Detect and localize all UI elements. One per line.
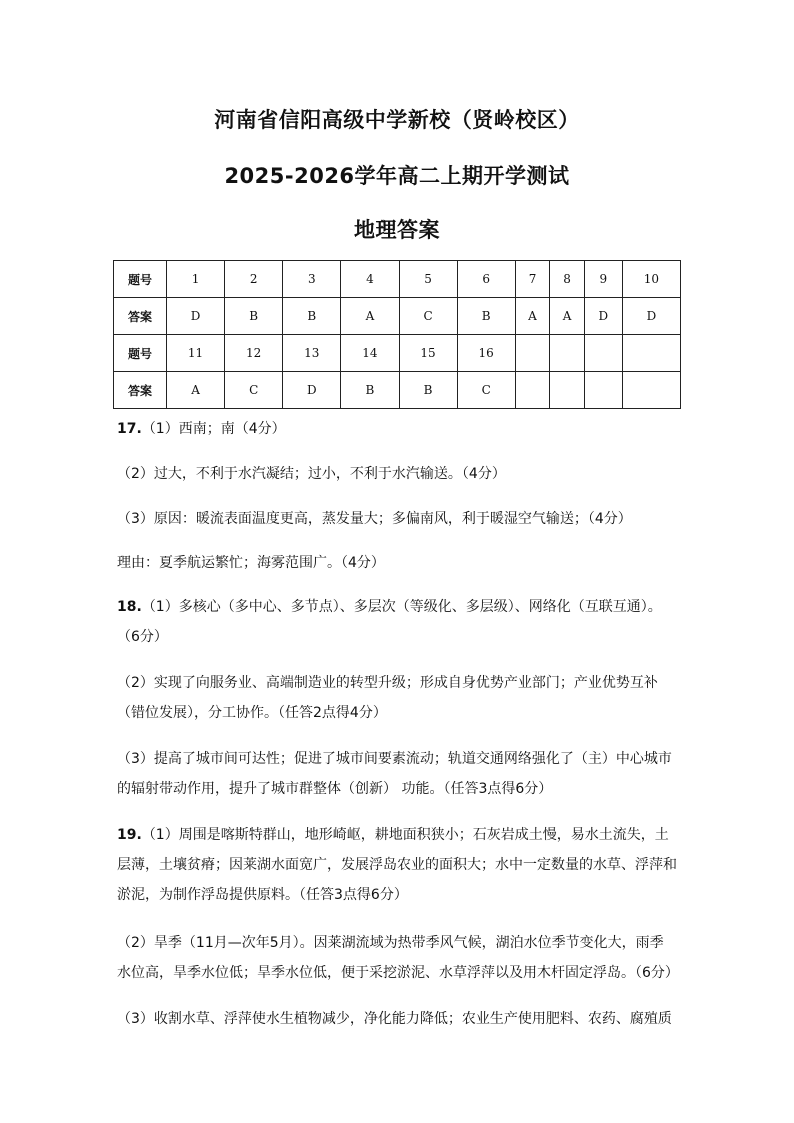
table-cell: D — [584, 298, 622, 335]
table-cell: C — [457, 372, 515, 409]
table-cell: C — [399, 298, 457, 335]
paragraph-text: （1）周围是喀斯特群山，地形崎岖，耕地面积狭小；石灰岩成土慢，易水土流失，土层薄，土壤贫瘠；因莱湖水面宽广，发展浮岛农业的面积大；水中一定数量的水草、浮萍和淤泥，为制作浮岛提供原料。（任答3点得6分） — [117, 827, 677, 903]
paragraph-text: （3）收割水草、浮萍使水生植物减少，净化能力降低；农业生产使用肥料、农药、腐殖质 — [117, 1011, 672, 1027]
table-cell: 8 — [550, 261, 585, 298]
table-cell — [515, 335, 550, 372]
paragraph-text: （3）原因：暖流表面温度更高，蒸发量大；多偏南风，利于暖湿空气输送；（4分） — [117, 511, 632, 527]
paragraph — [117, 504, 677, 534]
answer-table — [113, 260, 681, 409]
paragraph-text: （2）实现了向服务业、高端制造业的转型升级；形成自身优势产业部门；产业优势互补（错位发展），分工协作。（任答2点得4分） — [117, 675, 658, 721]
table-row — [114, 372, 681, 409]
table-cell: 14 — [341, 335, 399, 372]
table-cell: A — [167, 372, 225, 409]
paragraph — [117, 928, 677, 988]
subject-title: 地理答案 — [354, 218, 440, 242]
paragraph — [117, 1004, 677, 1034]
table-cell: B — [399, 372, 457, 409]
row-label: 答案 — [114, 298, 167, 335]
row-label: 答案 — [114, 372, 167, 409]
table-cell: 3 — [283, 261, 341, 298]
exam-title: 2025-2026学年高二上期开学测试 — [224, 164, 570, 188]
table-cell — [622, 335, 680, 372]
table-cell: A — [515, 298, 550, 335]
question-number: 17. — [117, 421, 142, 437]
table-cell: D — [167, 298, 225, 335]
table-cell: 1 — [167, 261, 225, 298]
paragraph — [117, 668, 677, 728]
table-cell — [584, 335, 622, 372]
table-cell — [584, 372, 622, 409]
paragraph-text: （3）提高了城市间可达性；促进了城市间要素流动；轨道交通网络强化了（主）中心城市的辐射带动作用，提升了城市群整体（创新） 功能。（任答3点得6分） — [117, 751, 672, 797]
table-cell: B — [341, 372, 399, 409]
table-cell — [622, 372, 680, 409]
table-cell: B — [457, 298, 515, 335]
row-label: 题号 — [114, 261, 167, 298]
table-cell: 6 — [457, 261, 515, 298]
row-label: 题号 — [114, 335, 167, 372]
table-cell: 4 — [341, 261, 399, 298]
table-cell: 10 — [622, 261, 680, 298]
table-cell: D — [283, 372, 341, 409]
table-cell — [550, 335, 585, 372]
school-title: 河南省信阳高级中学新校（贤岭校区） — [214, 108, 580, 132]
paragraph — [117, 548, 677, 578]
question-number: 18. — [117, 599, 142, 615]
table-cell: 15 — [399, 335, 457, 372]
table-cell: 12 — [225, 335, 283, 372]
paragraph — [117, 592, 677, 652]
table-cell: 5 — [399, 261, 457, 298]
table-cell — [515, 372, 550, 409]
table-cell: B — [283, 298, 341, 335]
table-cell: 9 — [584, 261, 622, 298]
paragraph-text: （2）旱季（11月—次年5月）。因莱湖流域为热带季风气候，湖泊水位季节变化大，雨季水位高，旱季水位低；旱季水位低，便于采挖淤泥、水草浮萍以及用木杆固定浮岛。（6分） — [117, 935, 679, 981]
table-cell: A — [341, 298, 399, 335]
table-cell: 11 — [167, 335, 225, 372]
paragraph — [117, 820, 677, 910]
table-cell: D — [622, 298, 680, 335]
paragraph-text: 理由：夏季航运繁忙；海雾范围广。（4分） — [117, 555, 385, 571]
paragraph — [117, 459, 677, 489]
table-cell — [550, 372, 585, 409]
table-cell: B — [225, 298, 283, 335]
paragraph-text: （1）西南；南（4分） — [141, 421, 286, 437]
question-number: 19. — [117, 827, 142, 843]
paragraph — [117, 414, 677, 444]
table-row — [114, 261, 681, 298]
table-row — [114, 335, 681, 372]
table-cell: 13 — [283, 335, 341, 372]
table-cell: 16 — [457, 335, 515, 372]
table-cell: A — [550, 298, 585, 335]
paragraph-text: （2）过大，不利于水汽凝结；过小，不利于水汽输送。（4分） — [117, 466, 506, 482]
paragraph-text: （1）多核心（多中心、多节点）、多层次（等级化、多层级）、网络化（互联互通）。（6分） — [117, 599, 662, 645]
paragraph — [117, 744, 677, 804]
table-cell: 2 — [225, 261, 283, 298]
table-cell: C — [225, 372, 283, 409]
table-cell: 7 — [515, 261, 550, 298]
table-row — [114, 298, 681, 335]
